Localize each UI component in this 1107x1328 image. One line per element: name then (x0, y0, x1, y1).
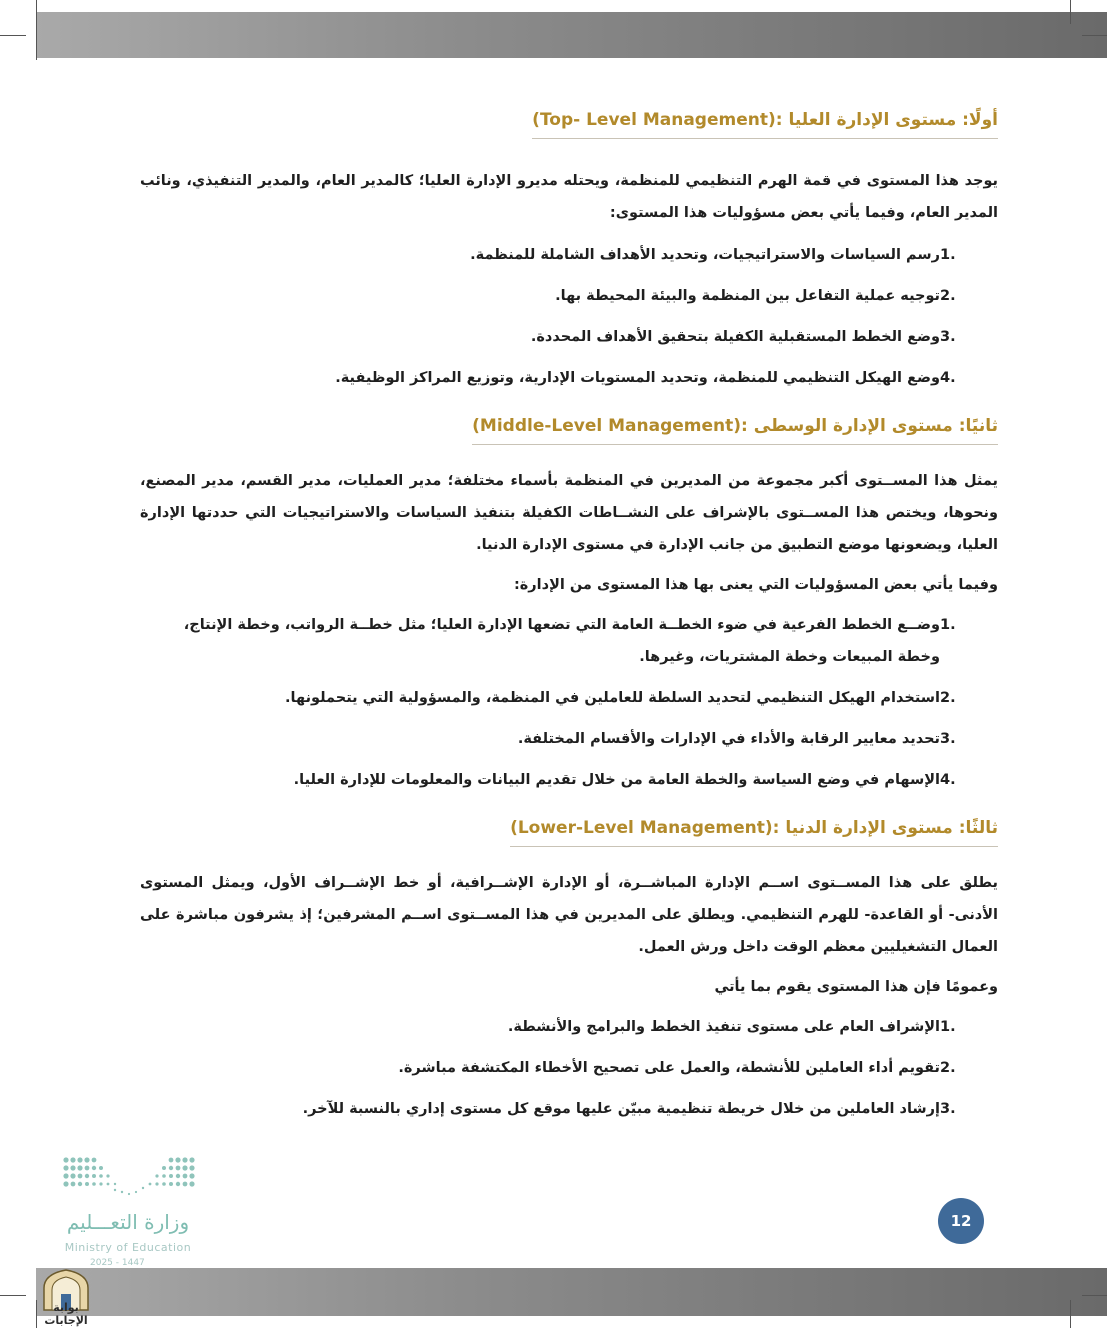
list-item: 2. تقويم أداء العاملين للأنشطة، والعمل على تصحيح الأخطاء المكتشفة مباشرة. (398, 1060, 956, 1076)
crop-mark (0, 1295, 26, 1296)
list-item: 3. وضع الخطط المستقبلية الكفيلة بتحقيق الأهداف المحددة. (530, 329, 956, 345)
list-item: 1. الإشراف العام على مستوى تنفيذ الخطط والبرامج والأنشطة. (507, 1019, 956, 1035)
heading-arabic: ثالثًا: مستوى الإدارة الدنيا (785, 818, 998, 838)
crop-mark (1070, 0, 1071, 24)
page-number-badge: 12 (938, 1198, 984, 1244)
list-item: 3. إرشاد العاملين من خلال خريطة تنظيمية مبيّن عليها موقع كل مستوى إداري بالنسبة للآخر. (302, 1101, 956, 1117)
crop-mark (1082, 1295, 1107, 1296)
list-item: 4. الإسهام في وضع السياسة والخطة العامة من خلال تقديم البيانات والمعلومات للإدارة العليا. (293, 772, 956, 788)
watermark-label: بوابة الإجابات (44, 1301, 88, 1327)
ministry-name-english: Ministry of Education (64, 1241, 192, 1254)
list-item: 1. وضــع الخطط الفرعية في ضوء الخطــة العامة التي تضعها الإدارة العليا؛ مثل خطــة الرواتب، وخطة الإنتاج، وخطة المبيعات وخطة المشتريات، وغيرها. (183, 617, 956, 665)
section-heading (140, 416, 998, 445)
responsibility-list (140, 239, 998, 394)
section-middle-level (140, 416, 998, 796)
edition-year: 2025 - 1447 (90, 1258, 145, 1268)
section-intro: يطلق على هذا المســتوى اســم الإدارة المباشــرة، أو الإدارة الإشــرافية، أو خط الإشــراف الأول، ويمثل المستوى الأدنى- أو القاعدة- للهرم التنظيمي. ويطلق على المديرين في هذا المســتوى اســم المشرفين؛ إذ يشرفون مباشرة على العمال التشغيليين معظم الوقت داخل ورش العمل. (140, 875, 998, 955)
section-intro: يوجد هذا المستوى في قمة الهرم التنظيمي للمنظمة، ويحتله مديرو الإدارة العليا؛ كالمدير العام، والمدير التنفيذي، ونائب المدير العام، وفيما يأتي بعض مسؤوليات هذا المستوى: (140, 173, 998, 221)
section-heading (140, 818, 998, 847)
section-lower-level (140, 818, 998, 1125)
heading-english: (Lower-Level Management): (510, 818, 780, 838)
top-banner (36, 12, 1107, 58)
page-content (140, 110, 998, 1134)
list-item: 3. تحديد معايير الرقابة والأداء في الإدارات والأقسام المختلفة. (517, 731, 956, 747)
heading-english: (Top- Level Management): (532, 110, 783, 130)
section-top-level (140, 110, 998, 394)
crop-mark (1082, 35, 1107, 36)
list-item: 1. رسم السياسات والاستراتيجيات، وتحديد الأهداف الشاملة للمنظمة. (470, 247, 956, 263)
heading-english: (Middle-Level Management): (472, 416, 748, 436)
list-item: 2. توجيه عملية التفاعل بين المنظمة والبيئة المحيطة بها. (555, 288, 956, 304)
bottom-banner (36, 1268, 1107, 1316)
crop-mark (0, 35, 26, 36)
section-heading (140, 110, 998, 139)
ministry-name-arabic: وزارة التعـــليم (66, 1210, 190, 1234)
section-intro: يمثل هذا المســتوى أكبر مجموعة من المديرين في المنظمة بأسماء مختلفة؛ مدير العمليات، مدير القسم، مدير المصنع، ونحوها، ويختص هذا المســتوى بالإشراف على النشــاطات الكفيلة بتنفيذ السياسات والاستراتيجيات التي حددتها الإدارة العليا، ويضعونها موضع التطبيق من جانب الإدارة في مستوى الإدارة الدنيا. (140, 473, 998, 553)
responsibility-list (140, 609, 998, 796)
list-item: 2. استخدام الهيكل التنظيمي لتحديد السلطة للعاملين في المنظمة، والمسؤولية التي يتحملونها. (285, 690, 956, 706)
crop-mark (36, 0, 37, 60)
section-intro: وفيما يأتي بعض المسؤوليات التي يعنى بها هذا المستوى من الإدارة: (513, 577, 998, 593)
heading-arabic: أولًا: مستوى الإدارة العليا (788, 110, 998, 130)
list-item: 4. وضع الهيكل التنظيمي للمنظمة، وتحديد المستويات الإدارية، وتوزيع المراكز الوظيفية. (335, 370, 956, 386)
section-intro: وعمومًا فإن هذا المستوى يقوم بما يأتي (714, 979, 998, 995)
heading-arabic: ثانيًا: مستوى الإدارة الوسطى (753, 416, 998, 436)
responsibility-list (140, 1011, 998, 1125)
crop-mark (1070, 1300, 1071, 1328)
